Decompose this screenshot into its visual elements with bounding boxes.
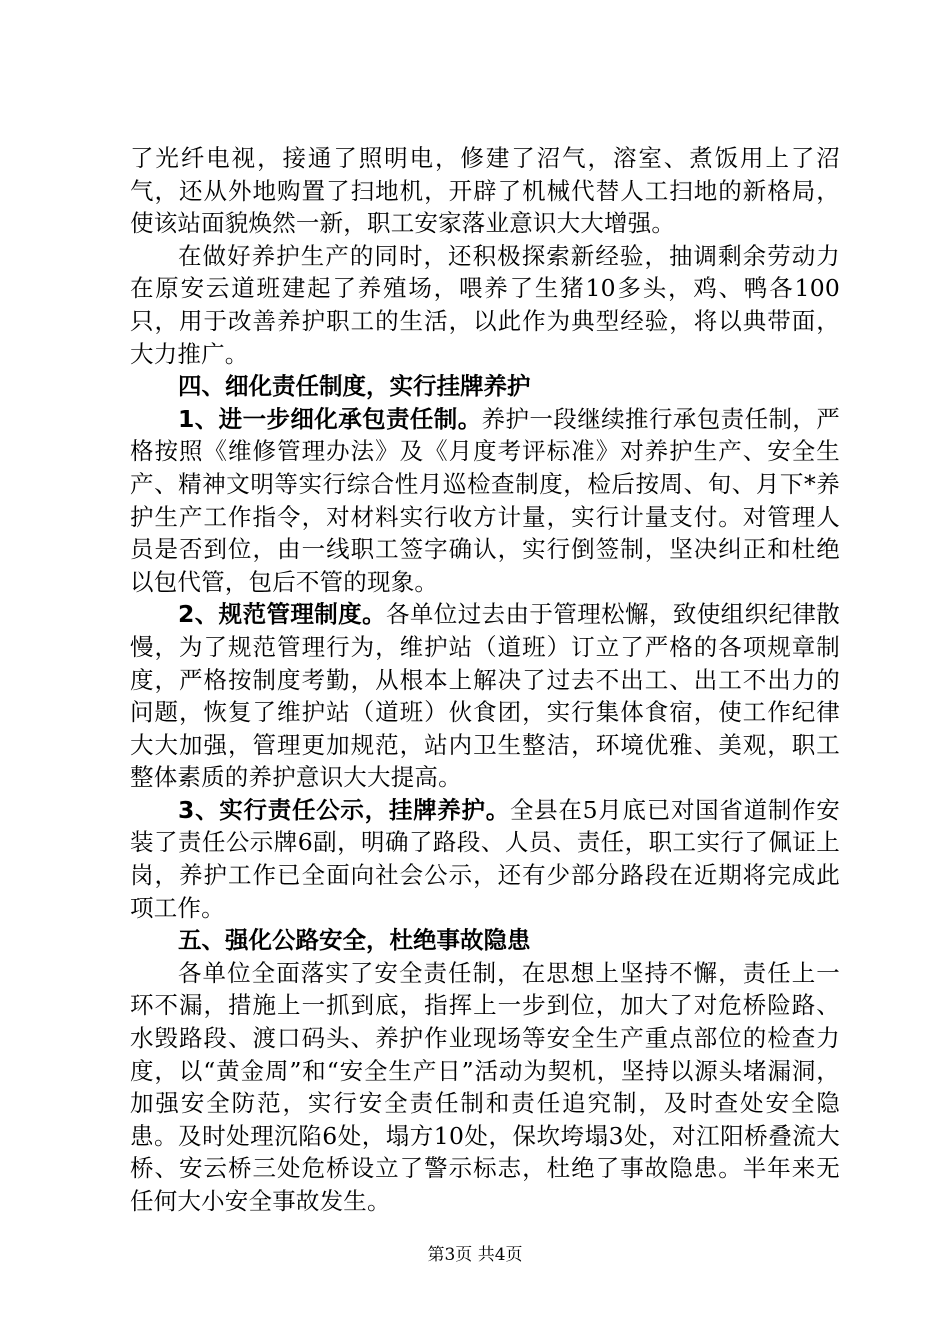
paragraph-contract-responsibility xyxy=(130,403,840,599)
paragraph-lead: 1、进一步细化承包责任制。 xyxy=(178,404,482,433)
paragraph-breeding-farm: 在做好养护生产的同时，还积极探索新经验，抽调剩余劳动力在原安云道班建起了养殖场，喂养了生猪10多头，鸡、鸭各100只，用于改善养护职工的生活，以此作为典型经验，将以典带面，大力推广。 xyxy=(130,241,840,368)
paragraph-safety: 各单位全面落实了安全责任制，在思想上坚持不懈，责任上一环不漏，措施上一抓到底，指挥上一步到位，加大了对危桥险路、水毁路段、渡口码头、养护作业现场等安全生产重点部位的检查力度，以“黄金周”和“安全生产日”活动为契机，坚持以源头堵漏洞，加强安全防范，实行安全责任制和责任追究制，及时查处安全隐患。及时处理沉陷6处，塌方10处，保坎垮塌3处，对江阳桥叠流大桥、安云桥三处危桥设立了警示标志，杜绝了事故隐患。半年来无任何大小安全事故发生。 xyxy=(130,958,840,1215)
document-body xyxy=(130,142,840,1218)
paragraph-management-rules xyxy=(130,598,840,794)
paragraph-text: 养护一段继续推行承包责任制，严格按照《维修管理办法》及《月度考评标准》对养护生产、安全生产、精神文明等实行综合性月巡检查制度，检后按周、旬、月下*养护生产工作指令，对材料实行收方计量，实行计量支付。对管理人员是否到位，由一线职工签字确认，实行倒签制，坚决纠正和杜绝以包代管，包后不管的现象。 xyxy=(130,404,841,596)
paragraph-public-notice xyxy=(130,794,840,924)
paragraph-lead: 3、实行责任公示，挂牌养护。 xyxy=(178,795,510,824)
section-heading-five: 五、强化公路安全，杜绝事故隐患 xyxy=(178,926,531,955)
paragraph-text: 各单位过去由于管理松懈，致使组织纪律散慢，为了规范管理行为，维护站（道班）订立了严格的各项规章制度，严格按制度考勤，从根本上解决了过去不出工、出工不出力的问题，恢复了维护站（道班）伙食团，实行集体食宿，使工作纪律大大加强，管理更加规范，站内卫生整洁，环境优雅、美观，职工整体素质的养护意识大大提高。 xyxy=(130,600,840,792)
paragraph-lead: 2、规范管理制度。 xyxy=(178,600,386,629)
paragraph-continuation: 了光纤电视，接通了照明电，修建了沼气，溶室、煮饭用上了沼气，还从外地购置了扫地机，开辟了机械代替人工扫地的新格局，使该站面貌焕然一新，职工安家落业意识大大增强。 xyxy=(130,144,840,238)
section-heading-four: 四、细化责任制度，实行挂牌养护 xyxy=(178,372,531,401)
page-footer: 第3页 共4页 xyxy=(427,1245,523,1265)
paragraph-text: 全县在5月底已对国省道制作安装了责任公示牌6副，明确了路段、人员、责任，职工实行了佩证上岗，养护工作已全面向社会公示，还有少部分路段在近期将完成此项工作。 xyxy=(130,795,840,922)
